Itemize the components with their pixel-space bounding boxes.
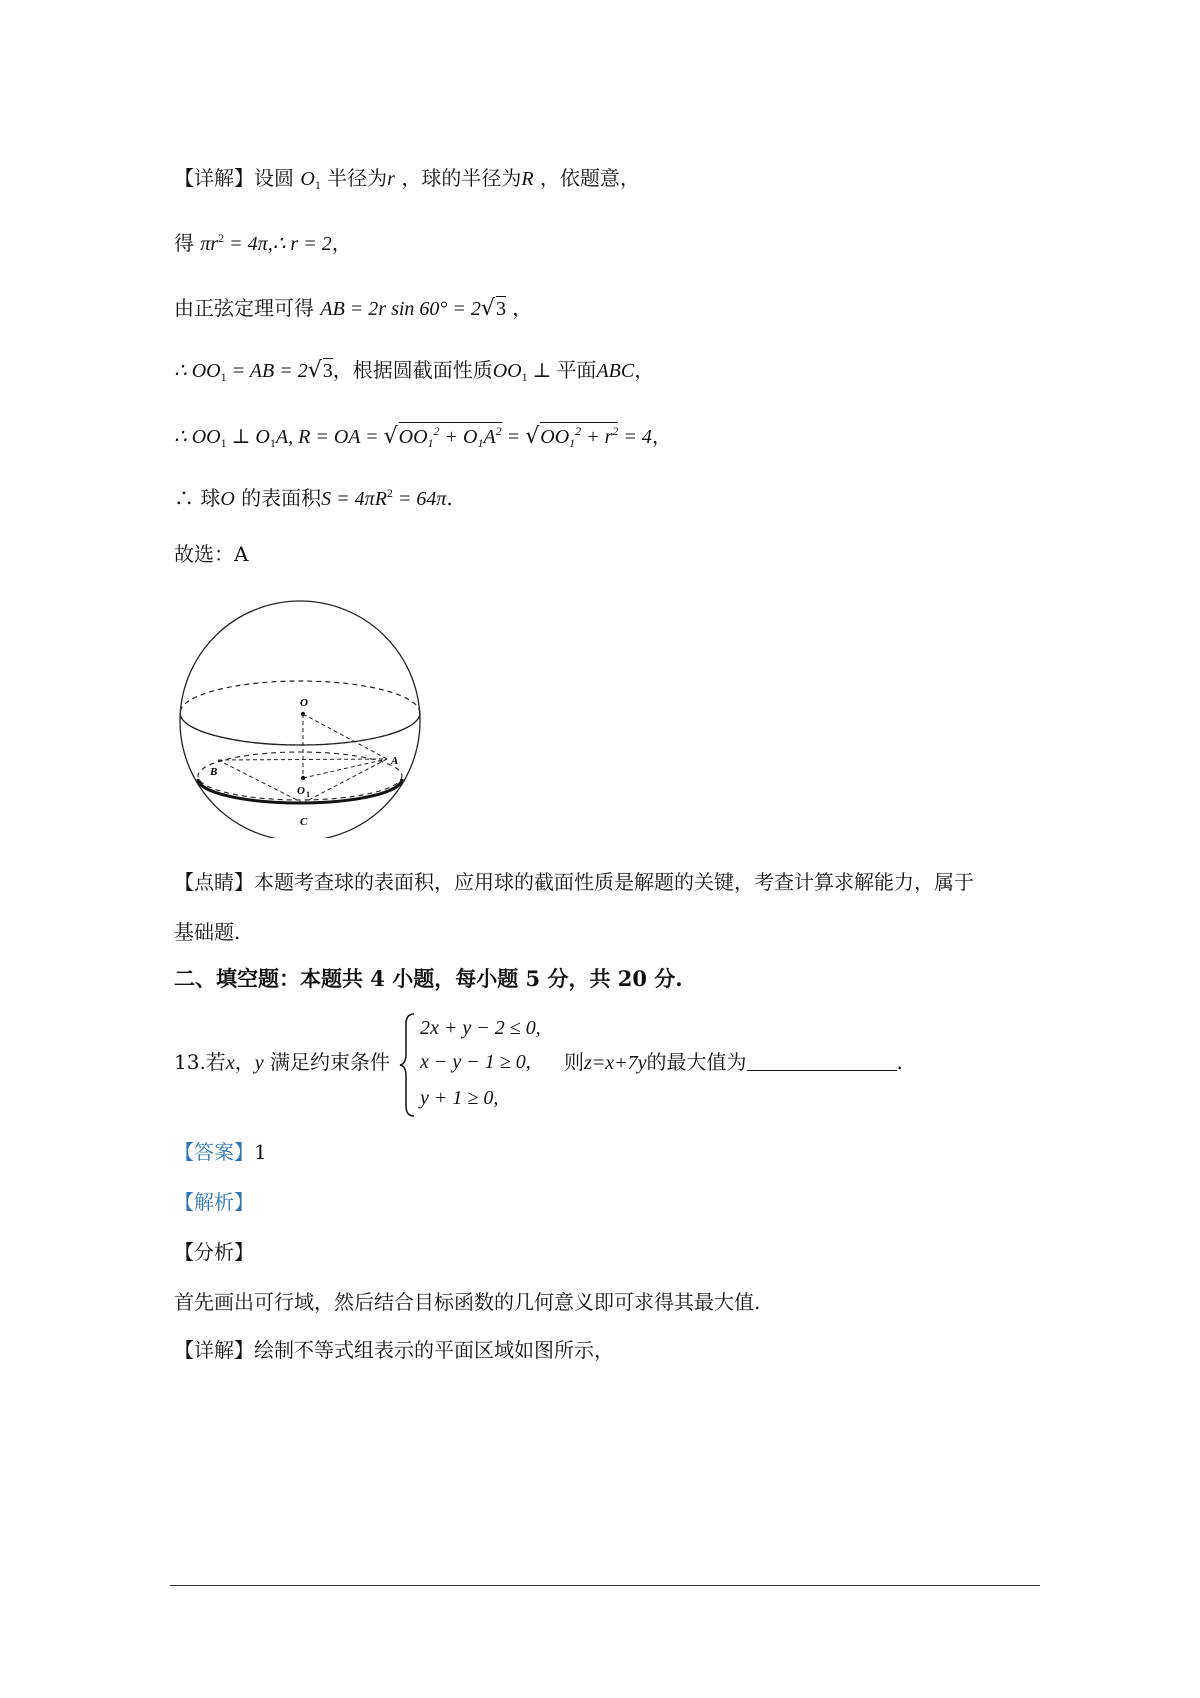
fenxi-label: 【分析】: [174, 1240, 254, 1264]
problem-13-question: [564, 1052, 903, 1073]
text: ∴ 球: [174, 486, 221, 510]
superscript: 2: [495, 424, 502, 438]
text: 的最大值为: [646, 1050, 747, 1074]
label-O: O: [300, 697, 308, 709]
point-O: [301, 712, 305, 716]
text: ，依题意，: [539, 166, 640, 190]
math: A: [483, 426, 496, 448]
label-B: B: [210, 766, 218, 778]
detail-line-4: [174, 358, 654, 383]
math: + O: [439, 426, 478, 448]
math: + r: [581, 426, 613, 448]
math: ∴ OO: [174, 360, 221, 382]
text: 设圆: [254, 166, 294, 190]
math: AB = 2r sin 60° = 2: [320, 298, 481, 320]
text: 满足约束条件: [269, 1050, 390, 1074]
math: OO: [398, 426, 428, 448]
problem-13-stem: [174, 1052, 390, 1073]
subscript: 1: [269, 436, 276, 450]
great-circle-front: [180, 713, 420, 745]
math: = AB = 2: [226, 360, 308, 382]
radicand: [399, 422, 502, 449]
text: ，: [234, 1050, 255, 1074]
answer-label: 【答案】: [174, 1140, 254, 1164]
math-var: O: [220, 488, 235, 510]
math: ⊥ O: [226, 426, 270, 448]
text: 得: [174, 231, 194, 255]
radicand: [540, 422, 618, 449]
text: 半径为: [327, 166, 388, 190]
subscript: 1: [314, 178, 321, 192]
constraint-1: 2x + y − 2 ≤ 0,: [420, 1017, 541, 1039]
sphere-diagram: [170, 593, 430, 838]
math: πr: [200, 233, 219, 255]
math: = 64π: [392, 488, 447, 510]
text: 则: [564, 1050, 584, 1074]
answer-choice: 故选：A: [174, 542, 249, 566]
text: 本题考查球的表面积，应用球的截面性质是解题的关键，考查计算求解能力，属于: [254, 870, 974, 894]
text: ，: [651, 424, 672, 448]
label-O1: O: [297, 785, 305, 797]
superscript: 2: [575, 424, 582, 438]
math: ∴ OO: [174, 426, 221, 448]
superscript: 2: [218, 231, 225, 245]
left-brace-icon: [398, 1012, 420, 1118]
text: 的表面积: [241, 486, 322, 510]
text: ，根据圆截面性质: [332, 358, 493, 382]
text: 13.若: [174, 1050, 226, 1074]
text: ，: [634, 358, 655, 382]
footer-rule: [170, 1585, 1040, 1586]
math: OO: [492, 360, 522, 382]
comment-line-1: [174, 872, 974, 892]
detail-line-5: [174, 422, 672, 449]
subscript: 1: [427, 436, 434, 450]
math: = 4: [618, 426, 652, 448]
math-var: y: [254, 1052, 264, 1074]
segment-BA: [218, 759, 387, 760]
comment-line-2: 基础题.: [174, 920, 241, 944]
constraint-2: x − y − 1 ≥ 0,: [420, 1051, 531, 1073]
math-var: O: [300, 168, 315, 190]
superscript: 2: [433, 424, 440, 438]
math-var: R: [521, 168, 534, 190]
sqrt-icon: √: [480, 296, 495, 321]
subscript: 1: [477, 436, 484, 450]
math: OO: [540, 426, 570, 448]
text: 由正弦定理可得: [174, 296, 314, 320]
segment-OA: [303, 714, 387, 759]
label-O1-sub: 1: [306, 790, 310, 799]
detail-line-6: [174, 487, 453, 509]
math: = 4π,∴ r = 2: [224, 233, 332, 255]
radicand: 3: [495, 298, 506, 320]
analysis-label: 【解析】: [174, 1190, 254, 1214]
text: .: [896, 1050, 903, 1074]
subscript: 1: [521, 370, 528, 384]
superscript: 2: [612, 424, 619, 438]
sqrt-icon: √: [383, 424, 398, 449]
math: ABC: [596, 360, 635, 382]
label-C: C: [300, 816, 308, 828]
math-var: x: [225, 1052, 235, 1074]
fenxi-text: 首先画出可行域，然后结合目标函数的几何意义即可求得其最大值.: [174, 1290, 761, 1314]
point-O1: [301, 776, 305, 780]
subscript: 1: [569, 436, 576, 450]
detail-line-3: [174, 296, 532, 320]
answer-line: [174, 1142, 267, 1162]
radicand: 3: [322, 360, 333, 382]
math: ⊥: [527, 360, 557, 382]
label-A: A: [391, 755, 399, 767]
text: .: [446, 486, 453, 510]
superscript: 2: [386, 486, 393, 500]
constraint-3: y + 1 ≥ 0,: [420, 1087, 499, 1109]
answer-value: 1: [254, 1140, 267, 1164]
comment-label: 【点睛】: [174, 870, 254, 894]
text: ，: [512, 296, 533, 320]
math: z=x+7y: [584, 1052, 647, 1074]
detail-line-1: [174, 168, 640, 191]
detail-label: 【详解】: [174, 166, 254, 190]
math: S = 4πR: [321, 488, 387, 510]
detail-label: 【详解】: [174, 1338, 254, 1362]
segment-O1A: [303, 759, 387, 778]
subscript: 1: [220, 436, 227, 450]
math: A, R = OA =: [275, 426, 384, 448]
sqrt-icon: √: [525, 424, 540, 449]
text: ，: [331, 231, 352, 255]
text: ，球的半径为: [401, 166, 522, 190]
section-title: 二、填空题：本题共 4 小题，每小题 5 分，共 20 分.: [174, 966, 683, 991]
text: 绘制不等式组表示的平面区域如图所示，: [254, 1338, 614, 1362]
detail-line-2: [174, 232, 352, 254]
sqrt-icon: √: [307, 358, 322, 383]
detail-line-13: [174, 1340, 614, 1360]
math: =: [501, 426, 526, 448]
math-var: r: [387, 168, 395, 190]
answer-blank: [747, 1052, 897, 1071]
text: 平面: [556, 358, 597, 382]
subscript: 1: [220, 370, 227, 384]
